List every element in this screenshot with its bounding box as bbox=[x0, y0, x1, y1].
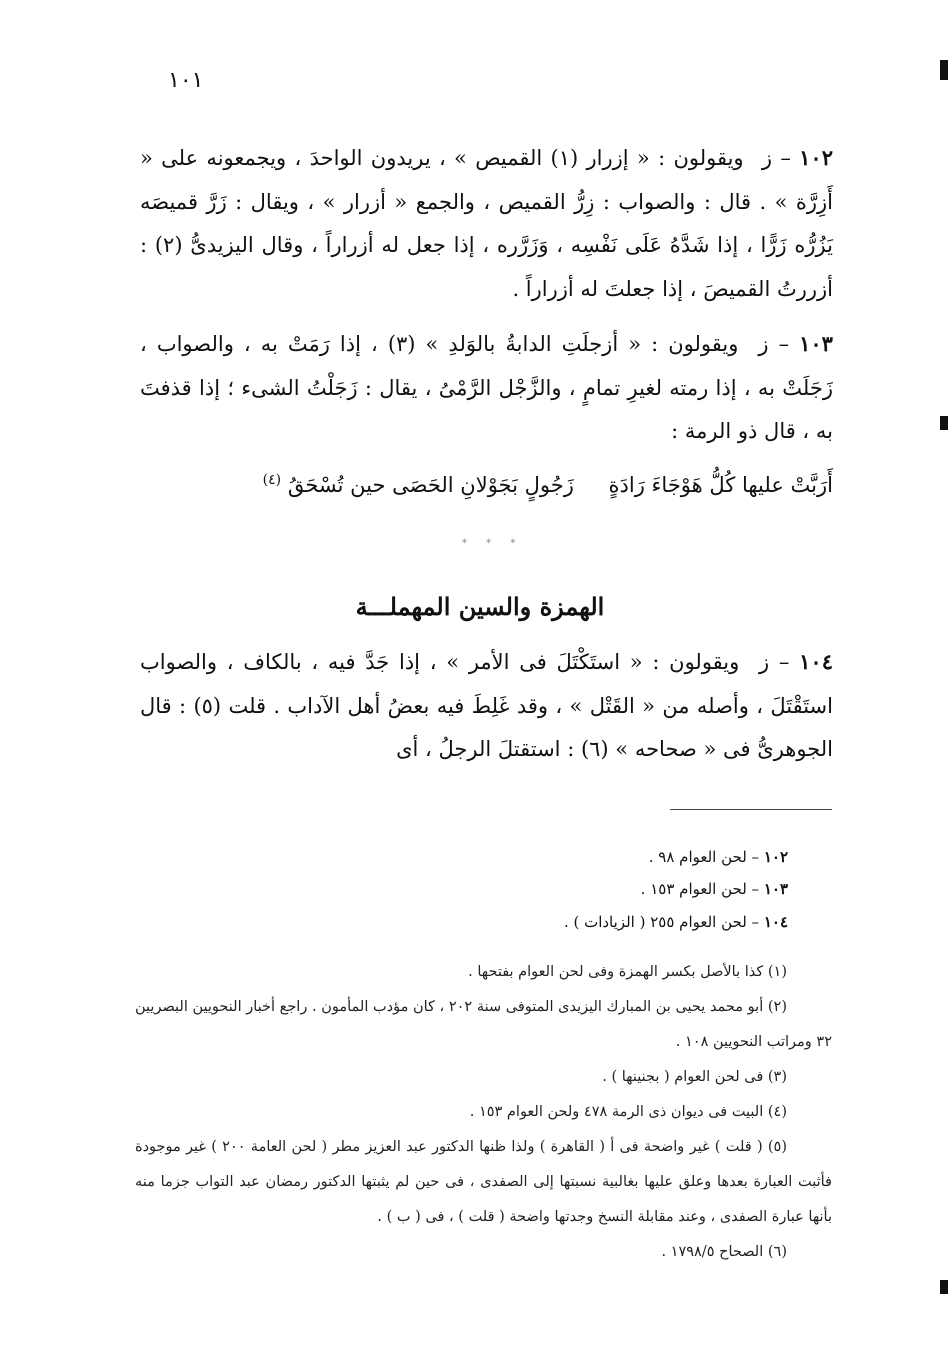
source-line bbox=[641, 872, 788, 907]
footnotes bbox=[135, 955, 832, 1270]
footnote-4: (٤) البيت فى ديوان ذى الرمة ٤٧٨ ولحن العوام ١٥٣ . bbox=[469, 1104, 787, 1120]
entry-102 bbox=[140, 136, 833, 311]
footnote-ref: (٤) bbox=[262, 472, 282, 488]
verse-hemistich-2: زَجُولٍ بَجَوْلانِ الحَصَى حين تُسْحَقُ bbox=[287, 473, 574, 497]
entry-text: ويقولون : « أزجلَتِ الدابةُ بالوَلدِ » (٣) ، إذا رَمَتْ به ، والصواب ، زَجَلَتْ به ، إذا رمته لغيرِ تمامٍ ، والزَّجْل الرَّمْىُ ، يقال : زَجَلْتُ الشىء ؛ إذا قذفتَ به ، قال ذو الرمة : bbox=[140, 332, 833, 443]
section-heading: الهمزة والسين المهملـــة bbox=[355, 592, 605, 621]
footnote-5: (٥) ( قلت ) غير واضحة فى أ ( القاهرة ) ولذا ظنها الدكتور عبد العزيز مطر ( لحن العامة ٢٠٠ ) غير موجودة فأثبت العبارة بعدها وعلق عليها بغالبية نسبتها إلى الصفدى ، فى حين لم يثبتها الدكتور رمضان عبد التواب جزما منه بأنها عبارة الصفدى ، وعند مقابلة النسخ وجدتها واضحة ( قلت ) ، فى ( ب ) . bbox=[135, 1139, 832, 1225]
source-text: – لحن العوام ١٥٣ . bbox=[640, 880, 760, 898]
scan-edge-mark bbox=[940, 416, 948, 430]
scan-edge-mark bbox=[940, 60, 948, 80]
entry-103 bbox=[140, 322, 833, 454]
source-text: – لحن العوام ٩٨ . bbox=[648, 848, 760, 866]
poetry-verse bbox=[263, 458, 833, 507]
footnote-2: (٢) أبو محمد يحيى بن المبارك اليزيدى المتوفى سنة ٢٠٢ ، كان مؤدب المأمون . راجع أخبار النحويين البصريين ٣٢ ومراتب النحويين ١٠٨ . bbox=[135, 999, 832, 1050]
source-line bbox=[564, 905, 788, 940]
entry-tag: – ز bbox=[758, 332, 790, 356]
source-number: ١٠٣ bbox=[763, 880, 788, 898]
footnote-6: (٦) الصحاح ١٧٩٨/٥ . bbox=[661, 1244, 787, 1260]
separator: * * * bbox=[462, 538, 524, 549]
source-number: ١٠٤ bbox=[763, 913, 788, 931]
entry-tag: – ز bbox=[761, 146, 791, 170]
entry-number: ١٠٤ bbox=[799, 649, 833, 674]
footnote-3: (٣) فى لحن العوام ( بجنينها ) . bbox=[602, 1069, 787, 1085]
entry-tag: – ز bbox=[759, 650, 790, 674]
source-number: ١٠٢ bbox=[763, 848, 788, 866]
source-text: – لحن العوام ٢٥٥ ( الزيادات ) . bbox=[563, 913, 760, 931]
page-number: ١٠١ bbox=[168, 68, 204, 93]
entry-number: ١٠٢ bbox=[799, 145, 833, 170]
footnote-1: (١) كذا بالأصل بكسر الهمزة وفى لحن العوام بفتحها . bbox=[468, 964, 787, 980]
entry-text: ويقولون : « استَكْتَلَ فى الأمر » ، إذا جَدَّ فيه ، بالكاف ، والصواب استَقْتَلَ ، وأصله من « القَتْل » ، وقد غَلِطَ فيه بعضُ أهل الآداب . قلت (٥) : قال الجوهرىُّ فى « صحاحه » (٦) : استقتلَ الرجلُ ، أى bbox=[140, 650, 833, 761]
entry-text: ويقولون : « إزرار (١) القميص » ، يريدون الواحدَ ، ويجمعونه على « أَزِرَّة » . قال : والصواب : زِرُّ القميص ، والجمع « أزرار » ، ويقال : زَرَّ قميصَه يَزُرُّه زَرًّا ، إذا شَدَّهُ عَلَى نَفْسِه ، وَزَرَّره ، إذا جعل له أزراراً ، وقال اليزيدىُّ (٢) : أزررتُ القميصَ ، إذا جعلتَ له أزراراً . bbox=[140, 146, 833, 301]
entry-number: ١٠٣ bbox=[799, 331, 833, 356]
scan-edge-mark bbox=[940, 1280, 948, 1294]
source-line bbox=[649, 840, 788, 875]
entry-104 bbox=[140, 640, 833, 772]
verse-hemistich-1: أَرَبَّتْ عليها كُلُّ هَوْجَاءَ رَادَةٍ bbox=[608, 473, 833, 497]
footnote-divider bbox=[670, 809, 832, 810]
